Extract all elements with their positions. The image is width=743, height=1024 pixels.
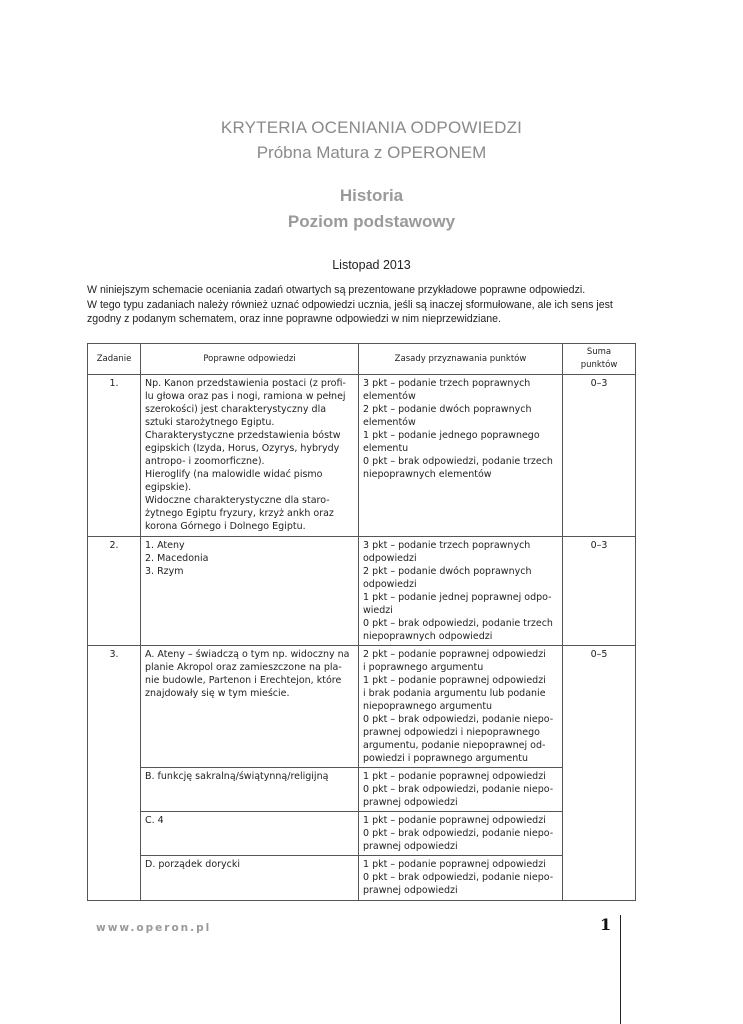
answer-line: Np. Kanon przedstawienia postaci (z profi- <box>145 378 346 389</box>
rule-line: powiedzi i poprawnego argumentu <box>363 753 529 764</box>
rule-line: wiedzi <box>363 605 393 616</box>
rule-line: 1 pkt – podanie poprawnej odpowiedzi <box>363 771 546 782</box>
rule-line: 2 pkt – podanie dwóch poprawnych <box>363 404 532 415</box>
rule-line: odpowiedzi <box>363 579 417 590</box>
sum-cell: 0–3 <box>563 375 636 537</box>
rule-line: elementów <box>363 391 416 402</box>
header-task: Zadanie <box>88 344 141 375</box>
rule-line: 1 pkt – podanie jednej poprawnej odpo- <box>363 592 552 603</box>
answer-cell <box>141 646 359 768</box>
rules-cell <box>359 646 563 768</box>
answer-line: A. Ateny – świadczą o tym np. widoczny na <box>145 649 350 660</box>
table-row <box>88 537 636 646</box>
answer-line: D. porządek dorycki <box>145 859 241 870</box>
rule-line: 1 pkt – podanie poprawnej odpowiedzi <box>363 675 546 686</box>
answer-line: 3. Rzym <box>145 566 184 577</box>
rule-line: i poprawnego argumentu <box>363 662 484 673</box>
rule-line: argumentu, podanie niepoprawnej od- <box>363 740 546 751</box>
rule-line: 0 pkt – brak odpowiedzi, podanie niepo- <box>363 828 554 839</box>
intro-line-2: W tego typu zadaniach należy również uznać odpowiedzi ucznia, jeśli są inaczej sformułowane, ale ich sens jest zgodny z podanym schematem, oraz inne poprawne odpowiedzi w nim nieprzewidziane. <box>87 298 613 325</box>
header-sum-line2: punktów <box>580 360 618 370</box>
rule-line: elementów <box>363 417 416 428</box>
rule-line: 0 pkt – brak odpowiedzi, podanie niepo- <box>363 714 554 725</box>
rule-line: prawnej odpowiedzi i niepoprawnego <box>363 727 540 738</box>
answer-cell <box>141 768 359 812</box>
rule-line: 0 pkt – brak odpowiedzi, podanie niepo- <box>363 872 554 883</box>
table-row <box>88 856 636 901</box>
footer-divider <box>620 915 621 1024</box>
table-row <box>88 812 636 856</box>
table-header-row <box>88 344 636 375</box>
answer-line: B. funkcję sakralną/świątynną/religijną <box>145 771 329 782</box>
footer-website: www.operon.pl <box>96 922 212 934</box>
answer-line: znajdowały się w tym mieście. <box>145 688 290 699</box>
grading-table <box>87 343 636 901</box>
answer-line: korona Górnego i Dolnego Egiptu. <box>145 521 306 532</box>
rules-cell <box>359 768 563 812</box>
rule-line: prawnej odpowiedzi <box>363 885 458 896</box>
exam-date: Listopad 2013 <box>332 258 411 272</box>
answer-line: żytnego Egiptu fryzury, krzyż ankh oraz <box>145 508 334 519</box>
answer-line: 1. Ateny <box>145 540 185 551</box>
answer-line: lu głowa oraz pas i nogi, ramiona w pełnej <box>145 391 346 402</box>
rules-cell <box>359 375 563 537</box>
rule-line: 0 pkt – brak odpowiedzi, podanie niepo- <box>363 784 554 795</box>
sum-cell: 0–3 <box>563 537 636 646</box>
answer-line: 2. Macedonia <box>145 553 209 564</box>
task-number: 1. <box>88 375 141 537</box>
rule-line: 1 pkt – podanie jednego poprawnego <box>363 430 540 441</box>
answer-line: antropo- i zoomorficzne). <box>145 456 265 467</box>
rule-line: 3 pkt – podanie trzech poprawnych <box>363 378 531 389</box>
rule-line: prawnej odpowiedzi <box>363 797 458 808</box>
sum-cell: 0–5 <box>563 646 636 901</box>
answer-line: C. 4 <box>145 815 164 826</box>
intro-paragraph <box>87 283 627 327</box>
header-sum-line1: Suma <box>586 347 612 357</box>
level-heading: Poziom podstawowy <box>287 212 456 231</box>
answer-cell <box>141 537 359 646</box>
answer-line: szerokości) jest charakterystyczny dla <box>145 404 327 415</box>
answer-line: Widoczne charakterystyczne dla staro- <box>145 495 330 506</box>
task-number: 2. <box>88 537 141 646</box>
answer-line: Charakterystyczne przedstawienia bóstw <box>145 430 341 441</box>
rules-cell <box>359 812 563 856</box>
rule-line: 1 pkt – podanie poprawnej odpowiedzi <box>363 859 546 870</box>
answer-cell <box>141 375 359 537</box>
answer-line: nie budowle, Partenon i Erechtejon, które <box>145 675 342 686</box>
rule-line: i brak podania argumentu lub podanie <box>363 688 546 699</box>
rule-line: prawnej odpowiedzi <box>363 841 458 852</box>
answer-cell <box>141 856 359 901</box>
table-row <box>88 768 636 812</box>
rules-cell <box>359 856 563 901</box>
answer-line: Hieroglify (na malowidle widać pismo <box>145 469 323 480</box>
rule-line: 3 pkt – podanie trzech poprawnych <box>363 540 531 551</box>
intro-line-1: W niniejszym schemacie oceniania zadań otwartych są prezentowane przykładowe poprawne odpowiedzi. <box>87 284 586 296</box>
document-title: KRYTERIA OCENIANIA ODPOWIEDZI <box>220 118 523 137</box>
task-number: 3. <box>88 646 141 901</box>
rule-line: 0 pkt – brak odpowiedzi, podanie trzech <box>363 456 553 467</box>
answer-line: planie Akropol oraz zamieszczone na pla- <box>145 662 342 673</box>
rule-line: niepoprawnych elementów <box>363 469 492 480</box>
document-subtitle: Próbna Matura z OPERONEM <box>256 143 487 162</box>
answer-line: egipskich (Izyda, Horus, Ozyrys, hybrydy <box>145 443 340 454</box>
answer-line: sztuki starożytnego Egiptu. <box>145 417 275 428</box>
header-rules: Zasady przyznawania punktów <box>359 344 563 375</box>
rule-line: odpowiedzi <box>363 553 417 564</box>
rule-line: 2 pkt – podanie dwóch poprawnych <box>363 566 532 577</box>
subject-heading: Historia <box>339 186 404 205</box>
rule-line: 0 pkt – brak odpowiedzi, podanie trzech <box>363 618 553 629</box>
rules-cell <box>359 537 563 646</box>
table-row <box>88 375 636 537</box>
rule-line: 1 pkt – podanie poprawnej odpowiedzi <box>363 815 546 826</box>
rule-line: 2 pkt – podanie poprawnej odpowiedzi <box>363 649 546 660</box>
answer-cell <box>141 812 359 856</box>
page-number: 1 <box>600 915 612 934</box>
rule-line: elementu <box>363 443 409 454</box>
table-row <box>88 646 636 768</box>
answer-line: egipskie). <box>145 482 192 493</box>
rule-line: niepoprawnych odpowiedzi <box>363 631 493 642</box>
header-sum <box>563 344 636 375</box>
rule-line: niepoprawnego argumentu <box>363 701 493 712</box>
header-answers: Poprawne odpowiedzi <box>141 344 359 375</box>
